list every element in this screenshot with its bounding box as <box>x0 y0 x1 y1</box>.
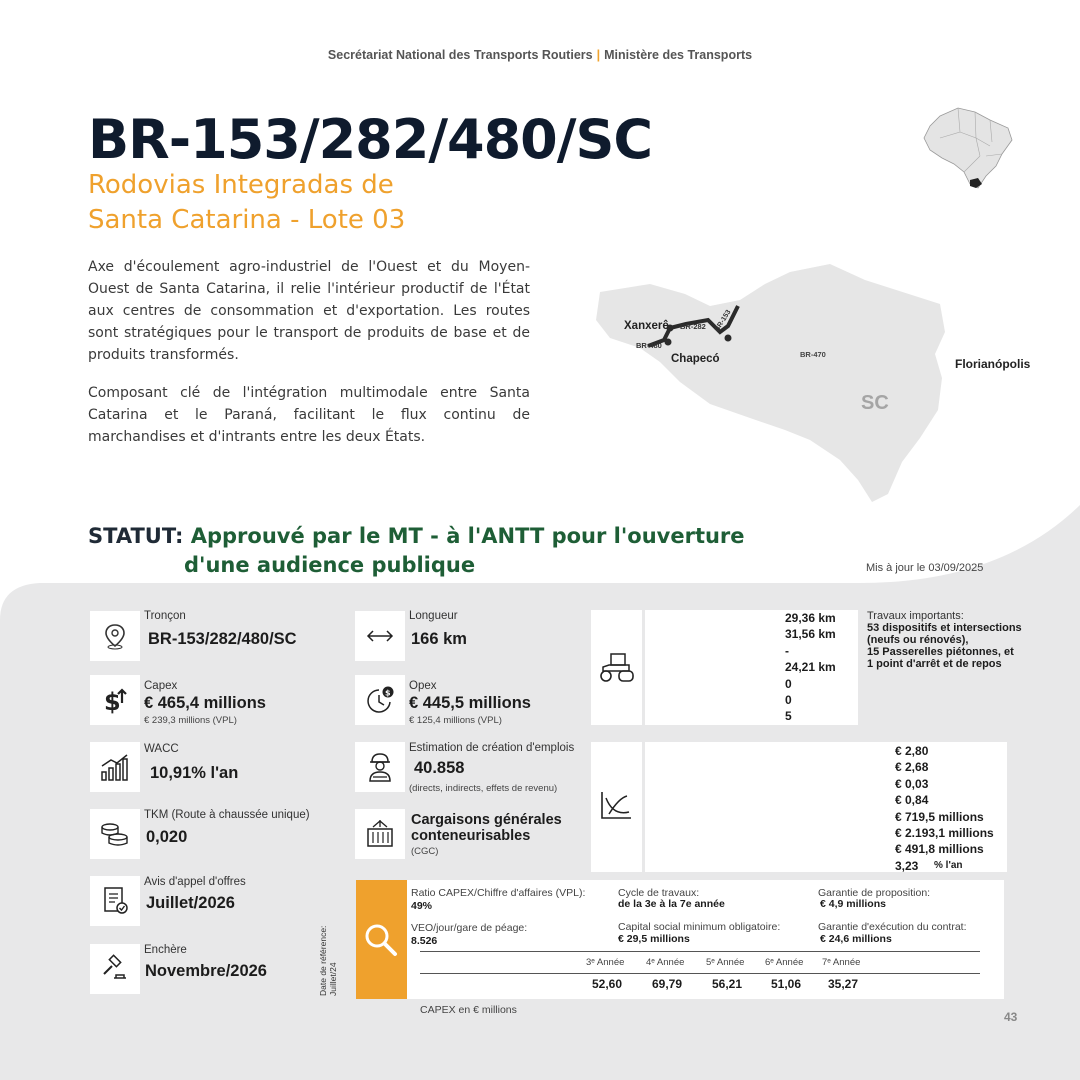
map-label-chapeco: Chapecó <box>671 353 720 365</box>
cycle-value: de la 3e à la 7e année <box>618 898 725 910</box>
intro-paragraph-1: Axe d'écoulement agro-industriel de l'Ouest et du Moyen-Ouest de Santa Catarina, il relie l'intérieur productif de l'État aux centres de consommation et d'exportation. Les routes sont stratégiques pour le transport de produits de base et de produits transformés. <box>88 259 530 363</box>
map-label-florianopolis: Florianópolis <box>955 357 1031 371</box>
finance-row-value: 3,23 <box>895 858 919 873</box>
header-right: Ministère des Transports <box>604 48 753 62</box>
status-block <box>88 522 745 580</box>
emplois-label: Estimation de création d'emplois <box>409 742 575 754</box>
cargaisons-sub: (CGC) <box>411 846 439 857</box>
important-line-1: 53 dispositifs et intersections <box>867 622 1022 634</box>
important-line-4: 1 point d'arrêt et de repos <box>867 658 1002 670</box>
coins-icon <box>90 809 140 859</box>
capex-label: Capex <box>144 680 178 692</box>
troncon-label: Tronçon <box>144 610 186 622</box>
year-value: 69,79 <box>652 977 683 991</box>
graph-cross-icon <box>599 790 633 822</box>
works-row-value: 24,21 km <box>785 660 836 675</box>
map-label-br480: BR-480 <box>636 341 662 350</box>
finance-row-value: € 0,84 <box>895 793 929 808</box>
works-row-value: 0 <box>785 693 792 707</box>
search-icon <box>363 922 399 958</box>
works-row-value: 29,36 km <box>785 611 836 625</box>
important-label: Travaux importants: <box>867 610 964 622</box>
emplois-value: 40.858 <box>414 759 465 777</box>
svg-text:$: $ <box>385 688 391 698</box>
finance-icon-panel <box>591 742 642 872</box>
year-header: 5ᵉ Année <box>706 957 745 968</box>
bar-chart-icon <box>90 742 140 792</box>
road-roller-icon <box>595 650 637 684</box>
ratio-label: Ratio CAPEX/Chiffre d'affaires (VPL): <box>411 887 586 899</box>
worker-icon <box>355 742 405 792</box>
reference-date: Date de référence: Juillet/24 <box>318 925 338 996</box>
tkm-label: TKM (Route à chaussée unique) <box>144 809 310 821</box>
important-line-2: (neufs ou rénovés), <box>867 634 969 646</box>
year-header: 3ᵉ Année <box>586 957 625 968</box>
container-icon <box>355 809 405 859</box>
year-header: 4ᵉ Année <box>646 957 685 968</box>
finance-row-value: € 2.193,1 millions <box>895 826 994 840</box>
year-header: 7ᵉ Année <box>822 957 861 968</box>
map-label-br153: BR-153 <box>713 308 733 334</box>
longueur-value: 166 km <box>411 630 467 648</box>
ratio-value: 49% <box>411 900 433 912</box>
map-label-br282: BR-282 <box>680 322 706 331</box>
page-header <box>0 48 1080 62</box>
header-left: Secrétariat National des Transports Routiers <box>327 48 593 62</box>
finance-row-value: € 2,68 <box>895 760 929 775</box>
cargaisons-line-2: conteneurisables <box>411 828 531 844</box>
status-line-2: d'une audience publique <box>184 553 476 577</box>
finance-row-value: € 0,03 <box>895 776 929 791</box>
divider-top <box>420 951 980 952</box>
garantie-execution-value: € 24,6 millions <box>820 933 892 945</box>
garantie-proposition-value: € 4,9 millions <box>820 898 886 910</box>
important-line-3: 15 Passerelles piétonnes, et <box>867 646 1014 658</box>
double-arrow-icon <box>355 611 405 661</box>
subtitle-line-2: Santa Catarina - Lote 03 <box>88 205 406 235</box>
year-value: 56,21 <box>712 977 743 991</box>
finance-row-value: € 2,80 <box>895 744 929 758</box>
header-separator: | <box>596 48 601 62</box>
page-number: 43 <box>1004 1010 1018 1024</box>
troncon-value: BR-153/282/480/SC <box>148 630 297 648</box>
capex-sub: € 239,3 millions (VPL) <box>144 715 237 726</box>
svg-text:$: $ <box>104 688 121 715</box>
finance-row-value: € 491,8 millions <box>895 842 984 857</box>
capex-footnote: CAPEX en € millions <box>420 1004 517 1016</box>
enchere-value: Novembre/2026 <box>145 962 267 980</box>
veo-value: 8.526 <box>411 935 438 947</box>
brazil-map-icon <box>920 98 1015 200</box>
year-header: 6ᵉ Année <box>765 957 804 968</box>
intro-text <box>88 256 530 464</box>
works-row-value: 5 <box>785 709 792 724</box>
document-check-icon <box>90 876 140 926</box>
garantie-execution-label: Garantie d'exécution du contrat: <box>818 921 967 933</box>
map-label-br470: BR-470 <box>800 350 826 359</box>
year-value: 52,60 <box>592 977 623 991</box>
page-title: BR-153/282/480/SC <box>88 108 653 171</box>
capital-label: Capital social minimum obligatoire: <box>618 921 781 933</box>
wacc-value: 10,91% l'an <box>150 764 239 782</box>
cycle-label: Cycle de travaux: <box>618 887 700 899</box>
works-row-value: 0 <box>785 676 792 691</box>
divider-bottom <box>420 973 980 974</box>
works-icon-panel <box>591 610 642 725</box>
clock-dollar-icon <box>355 675 405 725</box>
avis-label: Avis d'appel d'offres <box>144 876 246 888</box>
search-icon-panel <box>356 880 407 999</box>
santa-catarina-map <box>590 262 1050 507</box>
intro-paragraph-2: Composant clé de l'intégration multimodale entre Santa Catarina et le Paraná, facilitant le flux continu de marchandises et d'intrants entre les deux États. <box>88 385 530 445</box>
cargaisons-value <box>411 812 562 844</box>
opex-sub: € 125,4 millions (VPL) <box>409 715 502 726</box>
status-line-1: Approuvé par le MT - à l'ANTT pour l'ouverture <box>190 524 745 548</box>
opex-value: € 445,5 millions <box>409 694 531 712</box>
avis-value: Juillet/2026 <box>146 894 235 912</box>
location-pin-icon <box>90 611 140 661</box>
year-value: 35,27 <box>828 977 859 991</box>
works-row-value: 31,56 km <box>785 627 836 642</box>
garantie-proposition-label: Garantie de proposition: <box>818 887 931 899</box>
opex-label: Opex <box>409 680 437 692</box>
map-label-sc: SC <box>861 392 889 414</box>
capex-value: € 465,4 millions <box>144 694 266 712</box>
enchere-label: Enchère <box>144 944 187 956</box>
important-text <box>867 622 1022 670</box>
year-value: 51,06 <box>771 977 802 991</box>
finance-row-unit: % l'an <box>934 859 963 871</box>
veo-label: VEO/jour/gare de péage: <box>411 922 528 934</box>
emplois-sub: (directs, indirects, effets de revenu) <box>409 783 558 794</box>
cargaisons-line-1: Cargaisons générales <box>411 812 562 828</box>
status-label: STATUT: <box>88 524 184 548</box>
subtitle-line-1: Rodovias Integradas de <box>88 170 394 200</box>
update-date: Mis à jour le 03/09/2025 <box>866 562 984 574</box>
longueur-label: Longueur <box>409 610 458 622</box>
map-label-xanxere: Xanxerê <box>624 320 669 332</box>
works-row-value: - <box>785 643 789 658</box>
dollar-up-icon <box>90 675 140 725</box>
gavel-icon <box>90 944 140 994</box>
finance-row-value: € 719,5 millions <box>895 809 984 824</box>
tkm-value: 0,020 <box>146 828 188 846</box>
capital-value: € 29,5 millions <box>618 933 690 945</box>
page-subtitle <box>88 168 405 238</box>
wacc-label: WACC <box>144 743 179 755</box>
